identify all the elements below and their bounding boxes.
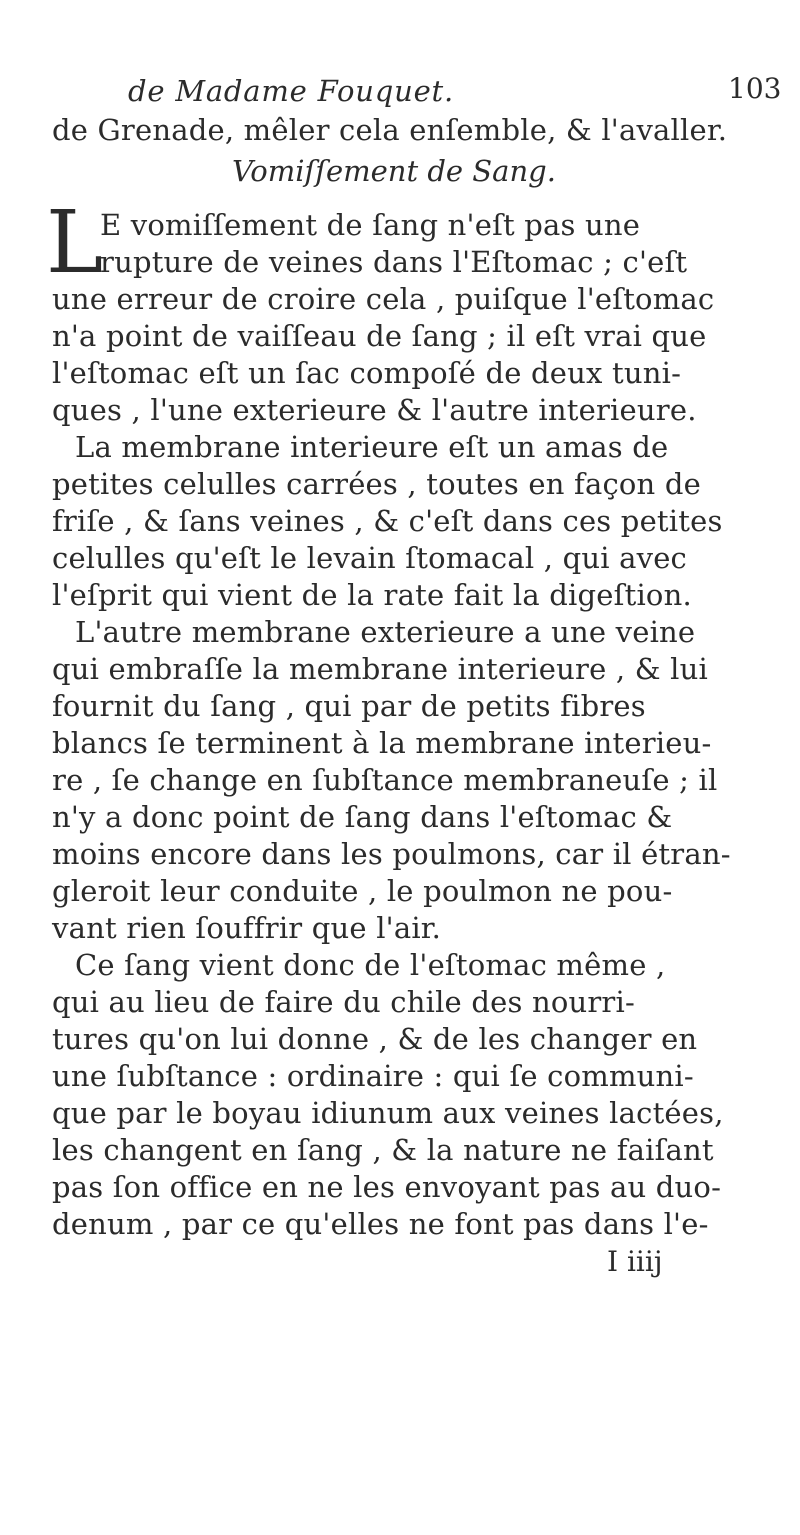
- text-line: une erreur de croire cela , puiſque l'eſtomac: [52, 282, 715, 316]
- text-line: friſe , & ſans veines , & c'eſt dans ces petites: [52, 504, 723, 538]
- text-line: gleroit leur conduite , le poulmon ne pou-: [52, 874, 673, 908]
- text-line: l'eſprit qui vient de la rate fait la digeſtion.: [52, 578, 692, 612]
- text-line: vant rien ſouffrir que l'air.: [52, 911, 442, 945]
- text-line: denum , par ce qu'elles ne font pas dans l'e-: [52, 1207, 709, 1241]
- text-line: rupture de veines dans l'Eſtomac ; c'eſt: [100, 245, 688, 279]
- signature-mark: I iiij: [607, 1245, 663, 1278]
- text-line: pas ſon office en ne les envoyant pas au duo-: [52, 1170, 722, 1204]
- continued-line: de Grenade, mêler cela enſemble, & l'avaller.: [52, 113, 728, 147]
- text-line: qui embraſſe la membrane interieure , & lui: [52, 652, 708, 686]
- text-line: blancs ſe terminent à la membrane interieu-: [52, 726, 712, 760]
- text-line: qui au lieu de faire du chile des nourri-: [52, 985, 635, 1019]
- text-line: les changent en ſang , & la nature ne faiſant: [52, 1133, 714, 1167]
- text-line: La membrane interieure eſt un amas de: [75, 430, 669, 464]
- text-line: L'autre membrane exterieure a une veine: [75, 615, 696, 649]
- text-line: que par le boyau idiunum aux veines lactées,: [52, 1096, 724, 1130]
- drop-cap: L: [46, 193, 104, 293]
- text-line: n'a point de vaiſſeau de ſang ; il eſt vrai que: [52, 319, 707, 353]
- text-line: fournit du ſang , qui par de petits fibres: [52, 689, 646, 723]
- section-heading: Vomiſſement de Sang.: [232, 154, 556, 188]
- text-line: ques , l'une exterieure & l'autre interieure.: [52, 393, 697, 427]
- text-line: une ſubſtance : ordinaire : qui ſe communi-: [52, 1059, 694, 1093]
- text-line: re , ſe change en ſubſtance membraneuſe ; il: [52, 763, 718, 797]
- text-line: Ce ſang vient donc de l'eſtomac même ,: [75, 948, 666, 982]
- text-line: tures qu'on lui donne , & de les changer en: [52, 1022, 698, 1056]
- text-line: n'y a donc point de ſang dans l'eſtomac &: [52, 800, 673, 834]
- text-line: petites celulles carrées , toutes en façon de: [52, 467, 701, 501]
- text-line: moins encore dans les poulmons, car il étran-: [52, 837, 731, 871]
- running-head: de Madame Fouquet.: [128, 74, 455, 108]
- text-line: l'eſtomac eſt un ſac compoſé de deux tuni-: [52, 356, 682, 390]
- page-number: 103: [728, 72, 782, 105]
- text-line: E vomiſſement de ſang n'eſt pas une: [100, 208, 641, 242]
- text-line: celulles qu'eſt le levain ſtomacal , qui avec: [52, 541, 687, 575]
